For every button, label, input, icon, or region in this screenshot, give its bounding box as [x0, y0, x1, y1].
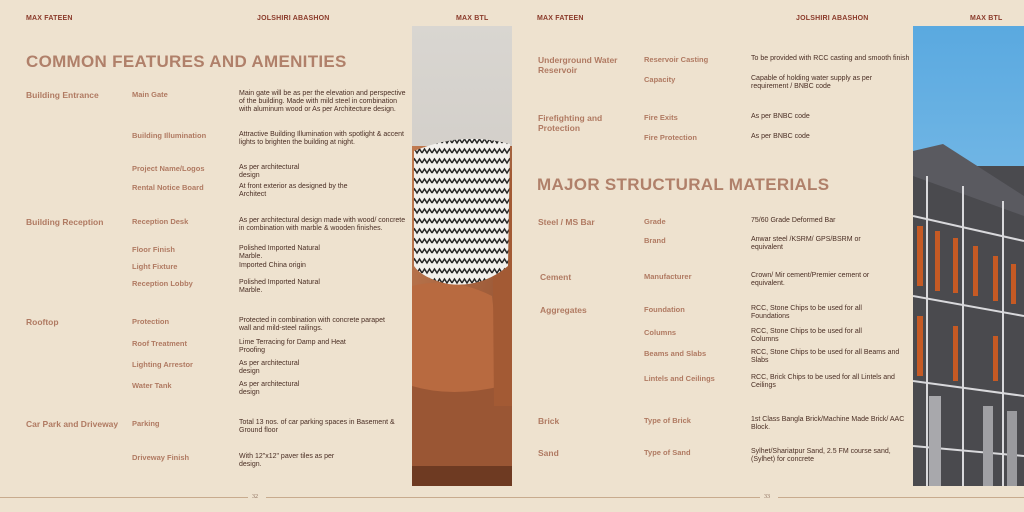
footer-rule — [0, 497, 248, 498]
feature-desc: Attractive Building Illumination with spotlight & accent lights to brighten the building at night. — [239, 131, 404, 146]
feature-label: Building Illumination — [132, 131, 207, 140]
feature-desc: Sylhet/Shariatpur Sand, 2.5 FM course sand, (Sylhet) for concrete — [751, 448, 891, 463]
feature-label: Reservoir Casting — [644, 55, 709, 64]
feature-label: Water Tank — [132, 381, 172, 390]
feature-label: Light Fixture — [132, 262, 178, 271]
category-sand: Sand — [538, 448, 559, 458]
feature-desc: Total 13 nos. of car parking spaces in Basement & Ground floor — [239, 419, 395, 434]
footer-rule — [778, 497, 1024, 498]
sofa-blanket-photo — [412, 26, 512, 486]
feature-label: Columns — [644, 328, 677, 337]
feature-label: Reception Desk — [132, 217, 189, 226]
feature-desc: Imported China origin — [239, 262, 306, 269]
feature-desc: As per BNBC code — [751, 133, 810, 140]
feature-desc: Anwar steel /KSRM/ GPS/BSRM or equivalent — [751, 236, 861, 251]
page-number-left: 32 — [252, 494, 258, 500]
right-header-company: MAX BTL — [970, 15, 1003, 22]
feature-desc: Lime Terracing for Damp and Heat Proofing — [239, 339, 346, 354]
feature-desc: As per architectural design — [239, 381, 300, 396]
feature-desc: Capable of holding water supply as per requirement / BNBC code — [751, 75, 873, 90]
feature-label: Main Gate — [132, 90, 168, 99]
feature-label: Type of Sand — [644, 448, 691, 457]
feature-desc: Protected in combination with concrete parapet wall and mild-steel railings. — [239, 317, 385, 332]
feature-label: Rental Notice Board — [132, 183, 204, 192]
feature-label: Capacity — [644, 75, 676, 84]
feature-desc: 75/60 Grade Deformed Bar — [751, 217, 836, 224]
feature-label: Reception Lobby — [132, 279, 193, 288]
left-header-project: JOLSHIRI ABASHON — [257, 15, 330, 22]
feature-desc: As per BNBC code — [751, 113, 810, 120]
feature-desc: 1st Class Bangla Brick/Machine Made Brick/ AAC Block. — [751, 416, 905, 431]
building-construction-photo — [913, 26, 1024, 486]
feature-label: Lighting Arrestor — [132, 360, 193, 369]
feature-desc: RCC, Brick Chips to be used for all Lintels and Ceilings — [751, 374, 895, 389]
feature-label: Brand — [644, 236, 666, 245]
right-header-project: JOLSHIRI ABASHON — [796, 15, 869, 22]
structural-heading: MAJOR STRUCTURAL MATERIALS — [537, 175, 830, 194]
right-header-brand: MAX FATEEN — [537, 15, 584, 22]
feature-desc: RCC, Stone Chips to be used for all Beams and Slabs — [751, 349, 900, 364]
feature-label: Project Name/Logos — [132, 164, 205, 173]
category-building-reception: Building Reception — [26, 217, 104, 227]
feature-desc: To be provided with RCC casting and smooth finish — [751, 55, 910, 62]
feature-label: Foundation — [644, 305, 685, 314]
category-car-park: Car Park and Driveway — [26, 419, 119, 429]
category-cement: Cement — [540, 272, 572, 282]
feature-label: Type of Brick — [644, 416, 691, 425]
category-rooftop: Rooftop — [26, 317, 59, 327]
feature-desc: At front exterior as designed by the Architect — [239, 183, 348, 198]
page-number-right: 33 — [764, 494, 770, 500]
amenities-heading: COMMON FEATURES AND AMENITIES — [26, 52, 347, 71]
footer-rule — [512, 497, 760, 498]
feature-desc: RCC, Stone Chips to be used for all Columns — [751, 328, 862, 343]
feature-label: Parking — [132, 419, 160, 428]
feature-label: Lintels and Ceilings — [644, 374, 715, 383]
feature-desc: As per architectural design — [239, 164, 300, 179]
category-building-entrance: Building Entrance — [26, 90, 99, 100]
feature-desc: Main gate will be as per the elevation and perspective of the building. Made with mild steel in combination with aluminum wood or As per Architecture design. — [239, 90, 406, 113]
feature-desc: As per architectural design made with wood/ concrete in combination with marble & wooden finishes. — [239, 217, 406, 232]
feature-label: Fire Protection — [644, 133, 697, 142]
feature-desc: Crown/ Mir cement/Premier cement or equivalent. — [751, 272, 870, 287]
category-water-reservoir: Underground Water Reservoir — [538, 55, 618, 75]
feature-desc: RCC, Stone Chips to be used for all Foundations — [751, 305, 862, 320]
feature-desc: Polished Imported Natural Marble. — [239, 245, 320, 260]
feature-label: Protection — [132, 317, 170, 326]
category-brick: Brick — [538, 416, 560, 426]
left-header-company: MAX BTL — [456, 15, 489, 22]
feature-label: Beams and Slabs — [644, 349, 707, 358]
feature-label: Fire Exits — [644, 113, 678, 122]
category-firefighting: Firefighting and Protection — [538, 113, 603, 133]
feature-label: Manufacturer — [644, 272, 692, 281]
footer-rule — [266, 497, 512, 498]
feature-label: Floor Finish — [132, 245, 175, 254]
feature-label: Roof Treatment — [132, 339, 188, 348]
feature-label: Grade — [644, 217, 666, 226]
feature-label: Driveway Finish — [132, 453, 190, 462]
category-steel: Steel / MS Bar — [538, 217, 595, 227]
left-header-brand: MAX FATEEN — [26, 15, 73, 22]
feature-desc: As per architectural design — [239, 360, 300, 375]
category-aggregates: Aggregates — [540, 305, 587, 315]
feature-desc: Polished Imported Natural Marble. — [239, 279, 320, 294]
feature-desc: With 12"x12" paver tiles as per design. — [239, 453, 335, 468]
